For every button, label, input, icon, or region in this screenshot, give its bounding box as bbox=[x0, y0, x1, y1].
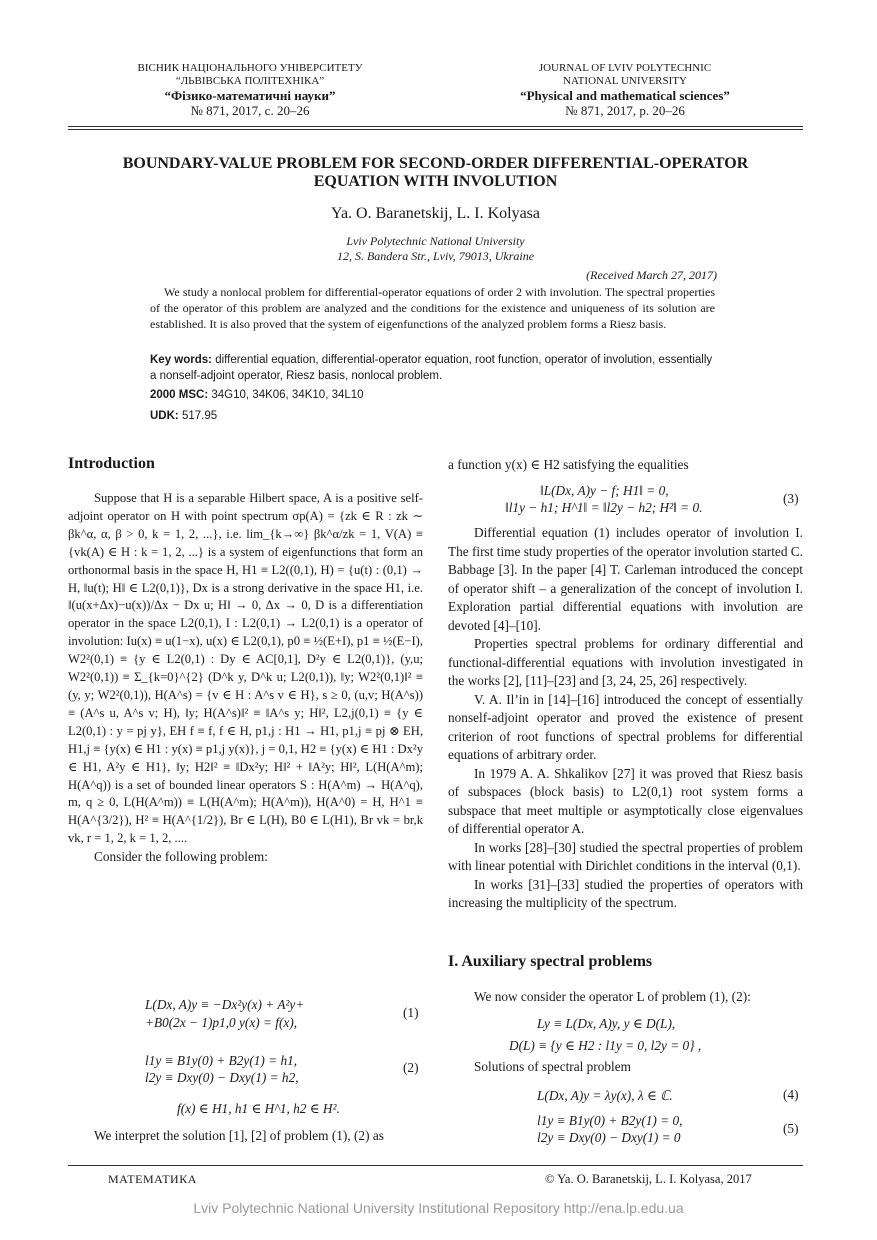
equation-1-line1: L(Dx, A)y ≡ −Dx²y(x) + A²y+ bbox=[145, 997, 305, 1012]
paper-title bbox=[68, 155, 803, 191]
right-paragraph-1: Differential equation (1) includes operator of involution I. The first time study properties of the operator involution started C. Babbage [3]. In the paper [4] T. Carleman introduced the concept of operator shift – a generalization of the concept of involution I. Exploration partial differential equations with involution are devoted [4]–[10]. bbox=[448, 525, 803, 633]
section-heading-auxiliary: I. Auxiliary spectral problems bbox=[448, 953, 653, 970]
header-right bbox=[470, 62, 780, 118]
intro-paragraph-3: We interpret the solution [1], [2] of problem (1), (2) as bbox=[94, 1128, 384, 1143]
affiliation-line2: 12, S. Bandera Str., Lviv, 79013, Ukraine bbox=[336, 249, 535, 263]
intro-paragraph-2: Consider the following problem: bbox=[94, 849, 268, 865]
operator-definition-line1: Ly ≡ L(Dx, A)y, y ∈ D(L), bbox=[537, 1016, 676, 1031]
abstract: We study a nonlocal problem for differential-operator equations of order 2 with involution. The spectral properties of the operator of this problem are analyzed and the conditions for the existence and uniqueness of its solution are established. It is also proved that the system of eigenfunctions of the analyzed problem forms a Riesz basis. bbox=[150, 285, 715, 331]
header-left-issue: № 871, 2017, с. 20–26 bbox=[190, 103, 310, 118]
header-right-line2: NATIONAL UNIVERSITY bbox=[563, 75, 687, 87]
footer-copyright: © Ya. O. Baranetskij, L. I. Kolyasa, 2017 bbox=[545, 1172, 752, 1186]
keywords bbox=[150, 352, 715, 384]
udk bbox=[150, 410, 217, 422]
right-paragraph-6: In works [31]–[33] studied the properties of operators with increasing the multiplicity of the spectrum. bbox=[448, 876, 803, 910]
msc-codes: 34G10, 34K06, 34K10, 34L10 bbox=[211, 389, 364, 401]
affiliation-line1: Lviv Polytechnic National University bbox=[346, 234, 525, 248]
header-left bbox=[100, 62, 400, 118]
paper-title-line1: BOUNDARY-VALUE PROBLEM FOR SECOND-ORDER DIFFERENTIAL-OPERATOR bbox=[122, 155, 749, 172]
equation-2-line2: l2y ≡ Dxy(0) − Dxy(1) = h2, bbox=[145, 1070, 299, 1085]
paper-title-line2: EQUATION WITH INVOLUTION bbox=[313, 173, 558, 190]
section1-text bbox=[448, 1058, 803, 1077]
msc-label: 2000 MSC: bbox=[150, 389, 209, 401]
received-date: (Received March 27, 2017) bbox=[586, 268, 717, 282]
header-left-line2: “ЛЬВІВСЬКА ПОЛІТЕХНІКА” bbox=[175, 75, 325, 87]
right-paragraph-2: Properties spectral problems for ordinary differential and functional-differential equations with involution investigated in the works [2], [11]–[23] and [3, 24, 25, 26] respectively. bbox=[448, 636, 803, 688]
equation-3-number: (3) bbox=[783, 491, 799, 506]
equation-4: L(Dx, A)y = λy(x), λ ∈ ℂ. bbox=[537, 1088, 673, 1103]
equation-1-line2: +B0(2x − 1)p1,0 y(x) = f(x), bbox=[145, 1015, 298, 1030]
right-paragraph-4: In 1979 A. A. Shkalikov [27] it was proved that Riesz basis of subspaces (block basis) to L2(0,1) root system forms a subspace that meet multiple or asymptotically close eigenvalues of differential operator A. bbox=[448, 765, 803, 836]
msc bbox=[150, 389, 364, 401]
udk-code: 517.95 bbox=[181, 410, 218, 422]
right-paragraph-5: In works [28]–[30] studied the spectral properties of problem with linear potential with Dirichlet conditions in the interval (0,1). bbox=[448, 839, 803, 873]
footer-rule bbox=[68, 1165, 803, 1166]
keywords-text: differential equation, differential-operator equation, root function, operator of involution, essentially a nonself-adjoint operator, Riesz basis, nonlocal problem. bbox=[150, 354, 713, 382]
solution-definition: a function y(x) ∈ H2 satisfying the equalities bbox=[448, 457, 689, 472]
equation-3-line1: ‖L(Dx, A)y − f; H1‖ = 0, bbox=[540, 483, 669, 498]
equation-5-number: (5) bbox=[783, 1121, 799, 1136]
footer-subject: МАТЕМАТИКА bbox=[108, 1172, 197, 1186]
header-left-series: “Фізико-математичні науки” bbox=[164, 88, 336, 103]
header-right-line1: JOURNAL OF LVIV POLYTECHNIC bbox=[538, 62, 712, 74]
right-column bbox=[448, 524, 803, 913]
section1-intro bbox=[448, 988, 803, 1007]
affiliation bbox=[68, 234, 803, 264]
right-paragraph-3: V. A. Il’in in [14]–[16] introduced the concept of essentially nonself-adjoint operator and proved the existence of present criterion of root functions of spectral problems for differential equations of arbitrary order. bbox=[448, 691, 803, 762]
equation-2-number: (2) bbox=[403, 1060, 419, 1075]
equation-2-line1: l1y ≡ B1y(0) + B2y(1) = h1, bbox=[145, 1053, 298, 1068]
repository-watermark[interactable]: Lviv Polytechnic National University Institutional Repository http://ena.lp.edu.ua bbox=[193, 1200, 684, 1216]
right-column-top bbox=[448, 456, 803, 475]
equation-4-number: (4) bbox=[783, 1087, 799, 1102]
left-column bbox=[68, 490, 423, 867]
equation-2-condition: f(x) ∈ H1, h1 ∈ H^1, h2 ∈ H². bbox=[177, 1101, 340, 1116]
left-column-end bbox=[68, 1127, 423, 1146]
equation-5-line1: l1y ≡ B1y(0) + B2y(1) = 0, bbox=[537, 1113, 683, 1128]
header-rule-top bbox=[68, 126, 803, 127]
header-right-series: “Physical and mathematical sciences” bbox=[520, 88, 730, 103]
equation-3-line2: ‖l1y − h1; H^1‖ = ‖l2y − h2; H²‖ = 0. bbox=[505, 500, 703, 515]
keywords-label: Key words: bbox=[150, 354, 212, 366]
section1-paragraph-1: We now consider the operator L of problem (1), (2): bbox=[474, 989, 751, 1004]
equation-5-line2: l2y ≡ Dxy(0) − Dxy(1) = 0 bbox=[537, 1130, 681, 1145]
header-rule-bottom bbox=[68, 129, 803, 130]
section-heading-introduction: Introduction bbox=[68, 455, 155, 472]
authors: Ya. O. Baranetskij, L. I. Kolyasa bbox=[330, 205, 540, 222]
header-left-line1: ВІСНИК НАЦІОНАЛЬНОГО УНІВЕРСИТЕТУ bbox=[137, 62, 363, 74]
intro-paragraph-1: Suppose that H is a separable Hilbert space, A is a positive self-adjoint operator on H with point spectrum σp(A) = {zk ∈ R : zk ∼ βk^α, α, β > 0, k = 1, 2, ...}, i.e. lim_{k→∞} βk^α/zk = 1, V(A) ≡ {vk(A) ∈ H : k = 1, 2, ...} is a system of eigenfunctions that form an orthonormal basis in the space H, H1 ≡ L2((0,1), H) = {u(t) : (0,1) → H, ‖u(t); H‖ ∈ L2(0,1)}, Dx is a strong derivative in the space H1, i.e. ‖(u(x+Δx)−u(x))/Δx − Dx u; H‖ → 0, Δx → 0, D is a differentiation operator in the space L2(0,1), I : L2(0,1) → L2(0,1) is a operator of involution: Iu(x) ≡ u(1−x), u(x) ∈ L2(0,1), p0 ≡ ½(E+I), p1 ≡ ½(E−I), W2²(0,1) ≡ {y ∈ L2(0,1) : Dy ∈ AC[0,1], D²y ∈ L2(0,1)}, (y,u; W2²(0,1)) ≡ Σ_{k=0}^{2} (D^k y, D^k u; L2(0,1)), ‖y; W2²(0,1)‖² ≡ (y, y; W2²(0,1)), H(A^s) = {v ∈ H : A^s v ∈ H}, s ≥ 0, (u,v; H(A^s)) ≡ (A^s u, A^s v; H), ‖y; H(A^s)‖² ≡ ‖A^s y; H‖², L2,j(0,1) ≡ {y ∈ L2(0,1) : y = pj y}, EH f ≡ f, f ∈ H, p1,j : H1 → H1, p1,j ≡ pj ⊗ EH, H1,j ≡ {y(x) ∈ H1 : y(x) ≡ p1,j y(x)}, j = 0,1, H2 ≡ {y(x) ∈ H1 : Dx²y ∈ H1, A²y ∈ H1}, ‖y; H2‖² ≡ ‖Dx²y; H‖² + ‖A²y; H‖², L(H(A^m); H(A^q)) is a set of bounded linear operators S : H(A^m) → H(A^q), m, q ≥ 0, L(H(A^m)) ≡ L(H(A^m); H(A^m)), H(A^0) = H, H^1 ≡ H(A^{3/2}), H² ≡ H(A^{1/2}), Br ∈ L(H), B0 ∈ L(H1), Br vk = br,k vk, r = 1, 2, k = 1, 2, .... bbox=[68, 491, 423, 846]
udk-label: UDK: bbox=[150, 410, 179, 422]
header-right-issue: № 871, 2017, p. 20–26 bbox=[565, 103, 685, 118]
operator-definition-line2: D(L) ≡ {y ∈ H2 : l1y = 0, l2y = 0} , bbox=[509, 1038, 702, 1053]
section1-paragraph-2: Solutions of spectral problem bbox=[474, 1059, 631, 1074]
equation-1-number: (1) bbox=[403, 1005, 419, 1020]
